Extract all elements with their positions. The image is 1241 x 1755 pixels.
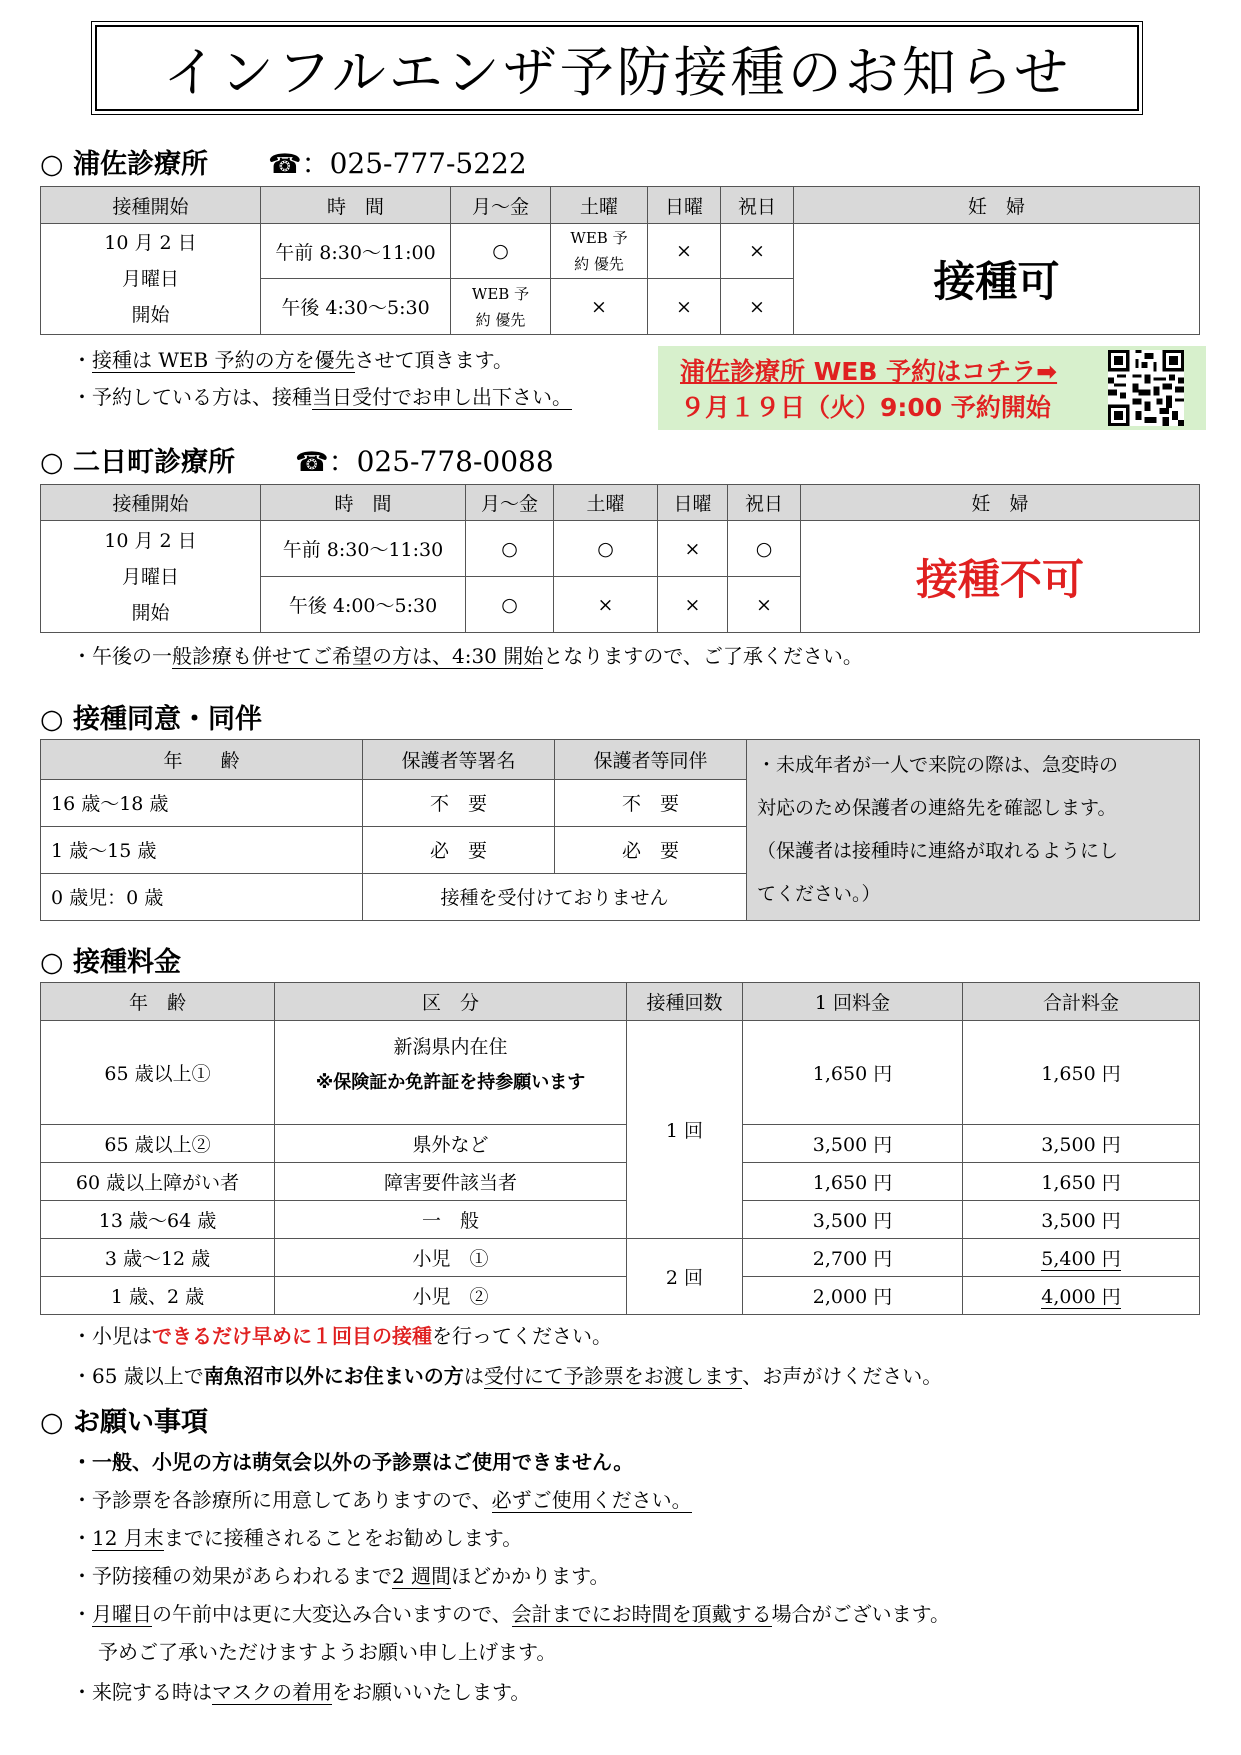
sat-cell: × <box>554 577 658 633</box>
request-4 <box>72 1560 610 1589</box>
start-day: 月曜日 <box>121 565 179 588</box>
clinic-name: ○ 浦佐診療所 <box>40 149 208 180</box>
sat-cell: ○ <box>554 521 658 577</box>
infant-cell: 接種を受付けておりません <box>363 873 747 920</box>
category-cell: 小児 ① <box>275 1239 627 1277</box>
age-cell: 1 歳、2 歳 <box>41 1277 275 1315</box>
header-pregnant: 妊 婦 <box>801 485 1200 521</box>
web-reservation-link[interactable]: 浦佐診療所 WEB 予約はコチラ➡ <box>680 357 1058 386</box>
request-2 <box>72 1484 692 1513</box>
note-underline: 接種は WEB 予約の方を優先 <box>92 348 355 372</box>
note-text: ・午後の一 <box>72 644 172 668</box>
note-text: ・小児は <box>72 1324 152 1348</box>
section-heading-urasa <box>40 142 527 182</box>
count-cell: 2 回 <box>627 1239 743 1315</box>
side-note-line: 対応のため保護者の連絡先を確認します。 <box>757 797 1117 819</box>
age-cell: 1 歳～15 歳 <box>41 826 363 873</box>
web-reservation-start: ９月１９日（火）9:00 予約開始 <box>680 393 1051 422</box>
note-emphasis: できるだけ早めに１回目の接種 <box>152 1324 432 1348</box>
phone-icon: ☎ <box>294 447 329 478</box>
count-cell: 1 回 <box>627 1021 743 1239</box>
once-fee-cell: 2,700 円 <box>743 1239 963 1277</box>
total-fee-cell: 1,650 円 <box>963 1021 1200 1125</box>
qr-code-icon[interactable] <box>1108 350 1184 426</box>
header-accompany: 保護者等同伴 <box>555 740 747 780</box>
sat-value: WEB 予約 優先 <box>570 229 628 273</box>
request-7 <box>72 1676 530 1705</box>
futsukamachi-note <box>72 640 863 669</box>
section-heading-consent: ○ 接種同意・同伴 <box>40 704 262 735</box>
note-underline: 受付にて予診票をお渡します <box>483 1364 743 1388</box>
side-note-line: ・未成年者が一人で来院の際は、急変時の <box>757 754 1119 776</box>
once-fee-cell: 1,650 円 <box>743 1021 963 1125</box>
once-fee-cell: 3,500 円 <box>743 1125 963 1163</box>
weekday-cell: ○ <box>466 521 554 577</box>
header-sat: 土曜 <box>551 187 648 224</box>
time-cell: 午後 4:30～5:30 <box>261 279 451 335</box>
time-cell: 午前 8:30～11:00 <box>261 224 451 279</box>
start-date-cell <box>41 224 261 335</box>
urasa-schedule-table <box>40 186 1200 335</box>
category-note: ※保険証か免許証を持参願います <box>315 1072 586 1093</box>
time-cell: 午後 4:00～5:30 <box>261 577 466 633</box>
consent-side-note <box>747 740 1200 921</box>
side-note-line: てください。） <box>757 883 881 905</box>
header-age: 年 齢 <box>41 983 275 1021</box>
accompany-cell: 必 要 <box>555 826 747 873</box>
age-cell: 0 歳児：0 歳 <box>41 873 363 920</box>
once-fee-cell: 2,000 円 <box>743 1277 963 1315</box>
page-title: インフルエンザ予防接種のお知らせ <box>95 25 1139 111</box>
total-fee-cell <box>963 1277 1200 1315</box>
category-cell: 障害要件該当者 <box>275 1163 627 1201</box>
weekday-cell <box>451 279 551 335</box>
category-cell <box>275 1021 627 1125</box>
header-holiday: 祝日 <box>728 485 801 521</box>
header-weekday: 月～金 <box>466 485 554 521</box>
note-text: 場合がございます。 <box>771 1602 951 1626</box>
start-date: 10 月 2 日 <box>104 232 197 254</box>
header-category: 区 分 <box>275 983 627 1021</box>
note-text: ・65 歳以上で <box>72 1364 204 1388</box>
category-text: 新潟県内在住 <box>393 1036 508 1058</box>
category-cell: 小児 ② <box>275 1277 627 1315</box>
note-text: は <box>463 1364 484 1388</box>
category-cell: 県外など <box>275 1125 627 1163</box>
header-signature: 保護者等署名 <box>363 740 555 780</box>
phone-number: ：025-778-0088 <box>328 445 554 478</box>
sat-cell <box>551 224 648 279</box>
request-5 <box>72 1598 950 1627</box>
phone-icon: ☎ <box>267 149 302 180</box>
note-underline: 会計までにお時間を頂戴する <box>511 1602 772 1626</box>
note-text: 、お声がけください。 <box>742 1364 943 1388</box>
note-text: ・予診票を各診療所に用意してありますので、 <box>72 1488 492 1512</box>
total-fee-cell <box>963 1239 1200 1277</box>
futsukamachi-schedule-table <box>40 484 1200 633</box>
once-fee-cell: 1,650 円 <box>743 1163 963 1201</box>
note-underline: マスクの着用 <box>212 1680 332 1704</box>
start-label: 開始 <box>131 304 170 326</box>
start-date-cell <box>41 521 261 633</box>
sun-cell: × <box>648 279 721 335</box>
age-cell: 65 歳以上① <box>41 1021 275 1125</box>
holiday-cell: × <box>721 279 794 335</box>
note-text: までに接種されることをお勧めします。 <box>163 1526 523 1550</box>
header-weekday: 月～金 <box>451 187 551 224</box>
note-underline: 必ずご使用ください。 <box>491 1488 692 1512</box>
category-cell: 一 般 <box>275 1201 627 1239</box>
note-underline: 2 週間 <box>392 1564 452 1588</box>
holiday-cell: × <box>721 224 794 279</box>
phone-number: ：025-777-5222 <box>301 147 527 180</box>
section-heading-requests: ○ お願い事項 <box>40 1407 208 1438</box>
header-start: 接種開始 <box>41 485 261 521</box>
holiday-cell: ○ <box>728 521 801 577</box>
web-reservation-banner[interactable] <box>658 346 1206 430</box>
weekday-value: WEB 予約 優先 <box>471 284 530 329</box>
once-fee-cell: 3,500 円 <box>743 1201 963 1239</box>
start-day: 月曜日 <box>121 268 179 290</box>
age-cell: 16 歳～18 歳 <box>41 779 363 826</box>
header-sun: 日曜 <box>648 187 721 224</box>
total-fee-value: 4,000 円 <box>1041 1286 1121 1308</box>
weekday-cell: ○ <box>466 577 554 633</box>
header-time: 時 間 <box>261 187 451 224</box>
weekday-cell: ○ <box>451 224 551 279</box>
note-underline: 月曜日 <box>92 1602 152 1626</box>
age-cell: 65 歳以上② <box>41 1125 275 1163</box>
age-cell: 60 歳以上障がい者 <box>41 1163 275 1201</box>
note-emphasis: 南魚沼市以外にお住まいの方 <box>203 1364 464 1388</box>
header-age: 年 齢 <box>41 740 363 780</box>
note-text: を行ってください。 <box>432 1324 612 1348</box>
note-text: の午前中は更に大変込み合いますので、 <box>152 1602 512 1626</box>
note-text: させて頂きます。 <box>354 348 513 372</box>
header-time: 時 間 <box>261 485 466 521</box>
header-pregnant: 妊 婦 <box>794 187 1200 224</box>
note-text: ほどかかります。 <box>451 1564 610 1588</box>
pregnant-status: 接種可 <box>794 224 1200 335</box>
clinic-name: ○ 二日町診療所 <box>40 447 235 478</box>
holiday-cell: × <box>728 577 801 633</box>
note-text: ・来院する時は <box>72 1680 212 1704</box>
note-text: ・予防接種の効果があらわれるまで <box>72 1564 392 1588</box>
sign-cell: 必 要 <box>363 826 555 873</box>
accompany-cell: 不 要 <box>555 779 747 826</box>
total-fee-value: 5,400 円 <box>1041 1248 1121 1270</box>
header-holiday: 祝日 <box>721 187 794 224</box>
request-1: ・一般、小児の方は萌気会以外の予診票はご使用できません。 <box>72 1450 634 1474</box>
section-heading-fees: ○ 接種料金 <box>40 947 181 978</box>
start-date: 10 月 2 日 <box>104 529 197 552</box>
age-cell: 13 歳～64 歳 <box>41 1201 275 1239</box>
sun-cell: × <box>658 577 728 633</box>
total-fee-cell: 3,500 円 <box>963 1201 1200 1239</box>
urasa-note-1 <box>72 344 513 373</box>
pregnant-status: 接種不可 <box>801 521 1200 633</box>
note-underline: 当日受付でお申し出下さい。 <box>312 385 572 409</box>
fee-table <box>40 982 1200 1315</box>
header-sat: 土曜 <box>554 485 658 521</box>
fee-note-1 <box>72 1320 612 1349</box>
total-fee-cell: 1,650 円 <box>963 1163 1200 1201</box>
start-label: 開始 <box>131 601 170 624</box>
sign-cell: 不 要 <box>363 779 555 826</box>
note-text: ・ <box>72 1526 92 1550</box>
sun-cell: × <box>648 224 721 279</box>
header-once-fee: 1 回料金 <box>743 983 963 1021</box>
time-cell: 午前 8:30～11:30 <box>261 521 466 577</box>
note-underline: 12 月末 <box>92 1526 164 1550</box>
fee-note-2 <box>72 1360 942 1389</box>
header-sun: 日曜 <box>658 485 728 521</box>
note-text: となりますので、ご了承ください。 <box>543 644 863 668</box>
note-text: ・ <box>72 348 92 372</box>
section-heading-futsukamachi <box>40 440 554 480</box>
note-text: をお願いいたします。 <box>332 1680 531 1704</box>
note-text: ・予約している方は、接種 <box>72 385 312 409</box>
header-count: 接種回数 <box>627 983 743 1021</box>
header-total-fee: 合計料金 <box>963 983 1200 1021</box>
consent-table <box>40 739 1200 921</box>
total-fee-cell: 3,500 円 <box>963 1125 1200 1163</box>
note-text: ・ <box>72 1602 92 1626</box>
note-underline: 般診療も併せてご希望の方は、4:30 開始 <box>172 644 544 668</box>
urasa-note-2 <box>72 381 572 410</box>
request-3 <box>72 1522 522 1551</box>
side-note-line: （保護者は接種時に連絡が取れるようにし <box>757 840 1119 862</box>
header-start: 接種開始 <box>41 187 261 224</box>
age-cell: 3 歳～12 歳 <box>41 1239 275 1277</box>
sat-cell: × <box>551 279 648 335</box>
request-6: 予めご了承いただけますようお願い申し上げます。 <box>98 1640 557 1664</box>
sun-cell: × <box>658 521 728 577</box>
